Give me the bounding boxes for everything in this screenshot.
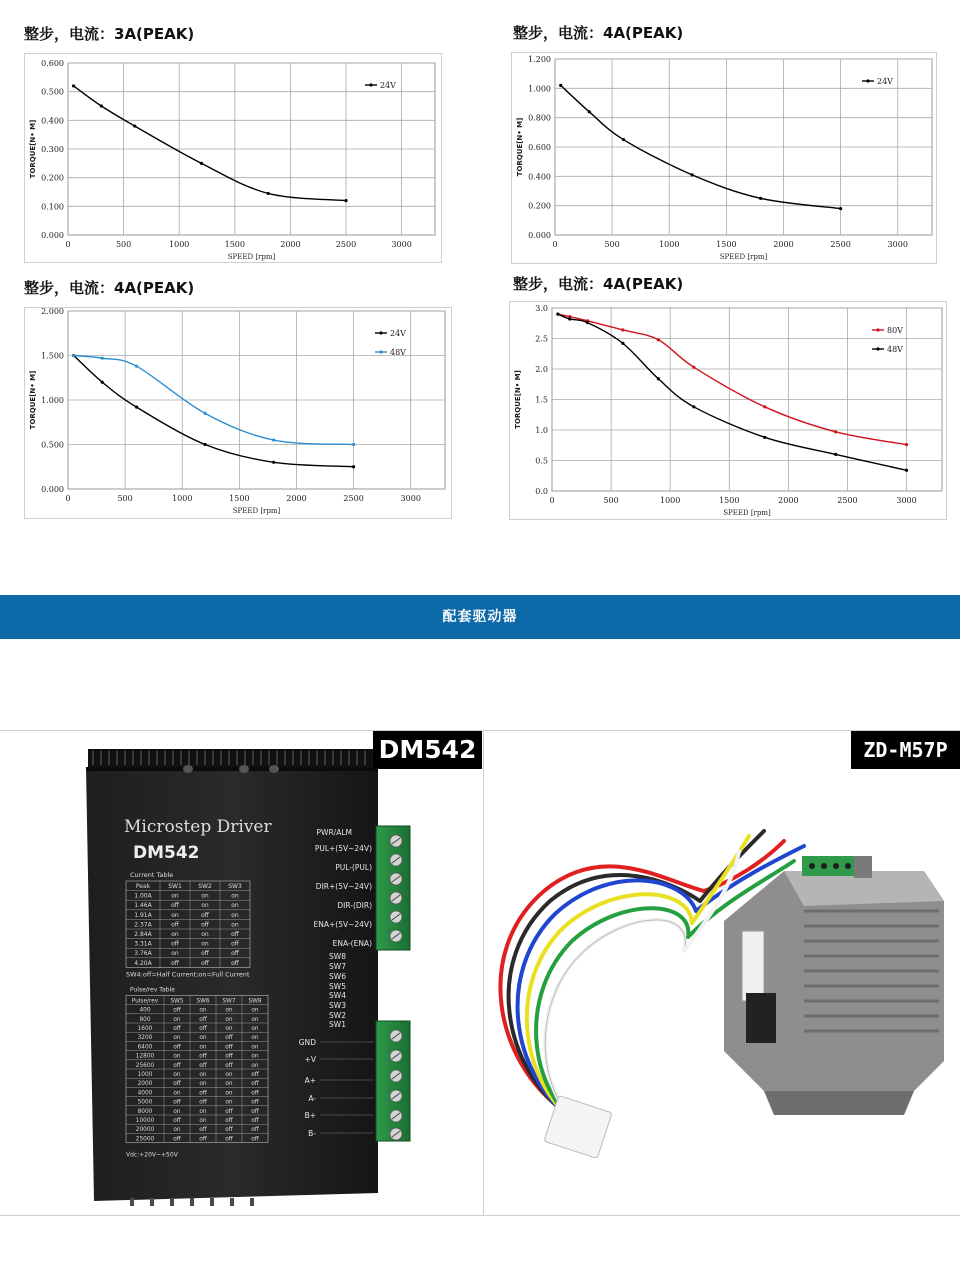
table-cell: off [225, 1118, 233, 1124]
table-cell: off [173, 1007, 181, 1014]
terminal-label: DIR-(DIR) [337, 901, 372, 910]
legend-marker [379, 350, 382, 353]
pulse-table-title: Pulse/rev Table [130, 986, 175, 994]
y-tick-label: 0.500 [41, 87, 64, 97]
data-point [657, 377, 660, 380]
switch-label: SW4 [329, 991, 346, 1000]
x-axis-label: SPEED [rpm] [723, 509, 771, 517]
current-table-title: Current Table [130, 871, 174, 879]
y-tick-label: 2.5 [535, 334, 548, 344]
dm542-driver-image [0, 731, 483, 1215]
section-banner [0, 595, 960, 639]
x-tick-label: 1500 [719, 496, 740, 505]
x-tick-label: 3000 [400, 494, 421, 503]
table-cell: on [251, 1026, 259, 1032]
table-cell: off [199, 1136, 207, 1143]
table-cell: off [251, 1118, 259, 1124]
table-cell: on [199, 1118, 207, 1124]
terminal-label: B+ [304, 1111, 316, 1120]
terminal-label: PUL-(PUL) [335, 863, 372, 872]
table-cell: on [251, 1007, 259, 1014]
chart-title-2: 整步，电流：4A(PEAK) [513, 24, 684, 42]
x-tick-label: 500 [603, 496, 619, 505]
y-tick-label: 2.000 [41, 308, 64, 316]
x-tick-label: 0 [65, 240, 71, 249]
table-cell: 10000 [135, 1118, 155, 1124]
torque-chart-1 [24, 53, 442, 263]
table-cell: on [199, 1007, 207, 1014]
banner-title: 配套驱动器 [442, 609, 518, 625]
data-point [352, 443, 355, 446]
data-point [763, 405, 766, 408]
terminal-label: +V [304, 1055, 316, 1064]
terminal-label: PWR/ALM [316, 828, 352, 837]
table-cell: off [251, 1108, 259, 1115]
table-cell: off [225, 1044, 233, 1051]
data-point [559, 84, 562, 87]
x-tick-label: 1000 [172, 494, 193, 503]
torque-chart-4-svg [510, 302, 946, 519]
table-cell: on [173, 1016, 181, 1023]
table-cell: off [225, 1035, 233, 1042]
table-cell: off [251, 1072, 259, 1078]
torque-chart-2-svg [512, 53, 936, 263]
data-point [690, 173, 693, 176]
y-tick-label: 0.000 [41, 485, 64, 494]
table-cell: 800 [139, 1016, 151, 1023]
table-cell: on [171, 931, 179, 938]
y-tick-label: 3.0 [535, 304, 548, 313]
table-cell: 3.76A [134, 950, 152, 958]
y-tick-label: 0.000 [41, 231, 64, 240]
x-tick-label: 3000 [896, 496, 917, 505]
table-cell: 3.31A [134, 940, 152, 948]
table-cell: off [199, 1016, 207, 1023]
data-point [101, 357, 104, 360]
table-cell: off [251, 1136, 259, 1143]
table-cell: on [231, 921, 239, 929]
y-tick-label: 0.400 [41, 116, 64, 126]
x-tick-label: 2000 [773, 240, 794, 249]
table-cell: on [251, 1062, 259, 1069]
table-cell: on [251, 1044, 259, 1051]
table-cell: off [251, 1090, 259, 1097]
switch-label: SW8 [329, 952, 346, 961]
table-cell: off [173, 1026, 181, 1032]
table-cell: off [251, 1081, 259, 1088]
torque-chart-2 [511, 52, 937, 264]
table-cell: 4.20A [134, 959, 152, 967]
table-cell: on [251, 1053, 259, 1060]
data-point [203, 412, 206, 415]
table-cell: on [251, 1016, 259, 1023]
data-point [834, 453, 837, 456]
table-cell: off [231, 940, 239, 948]
chart-title-3: 整步，电流：4A(PEAK) [24, 279, 195, 297]
data-point [586, 321, 589, 324]
driver-label-text: Microstep Driver [124, 817, 272, 837]
x-tick-label: 3000 [887, 240, 908, 249]
y-tick-label: 0.500 [41, 440, 64, 450]
legend-marker [369, 83, 372, 86]
table-cell: on [201, 902, 209, 910]
switch-label: SW6 [329, 972, 346, 981]
x-tick-label: 1500 [224, 240, 245, 249]
data-point [588, 110, 591, 113]
terminal-label: B- [308, 1129, 316, 1138]
data-point [72, 354, 75, 357]
torque-chart-4 [509, 301, 947, 520]
sw4-note: SW4:off=Half Current;on=Full Current [126, 970, 250, 979]
data-point [267, 192, 270, 195]
data-point [200, 162, 203, 165]
table-cell: 8000 [137, 1108, 153, 1115]
table-cell: on [201, 940, 209, 948]
table-cell: 2.84A [134, 931, 152, 938]
x-axis-label: SPEED [rpm] [227, 253, 276, 261]
legend-label: 24V [390, 329, 406, 338]
chart-title-1: 整步，电流：3A(PEAK) [24, 25, 195, 43]
table-cell: 25000 [135, 1136, 155, 1143]
chart-title-4: 整步，电流：4A(PEAK) [513, 275, 684, 293]
table-cell: SW5 [170, 998, 184, 1005]
table-cell: off [173, 1044, 181, 1051]
table-cell: off [173, 1136, 181, 1143]
table-cell: off [225, 1108, 233, 1115]
table-cell: off [173, 1118, 181, 1124]
table-cell: SW6 [196, 998, 210, 1005]
table-cell: Pulse/rev [131, 998, 159, 1005]
table-cell: on [173, 1108, 181, 1115]
table-cell: off [173, 1081, 181, 1088]
table-cell: off [225, 1053, 233, 1060]
y-tick-label: 0.5 [535, 456, 548, 466]
table-cell: on [173, 1035, 181, 1042]
driver-name-text: DM542 [133, 843, 200, 863]
table-cell: 4000 [137, 1090, 153, 1097]
x-tick-label: 2000 [286, 494, 307, 503]
terminal-label: A+ [304, 1076, 316, 1085]
data-point [834, 430, 837, 433]
legend-label: 80V [887, 326, 903, 335]
table-cell: on [225, 1081, 233, 1088]
product-row [0, 730, 960, 1216]
table-cell: on [199, 1072, 207, 1078]
legend-marker [866, 79, 869, 82]
legend-marker [379, 331, 382, 334]
table-cell: off [225, 1127, 233, 1134]
data-point [135, 365, 138, 368]
y-tick-label: 0.000 [528, 231, 551, 240]
data-point [203, 443, 206, 446]
terminal-label: ENA+(5V~24V) [313, 920, 372, 929]
terminal-label: GND [298, 1038, 316, 1047]
data-point [621, 342, 624, 345]
x-tick-label: 2500 [335, 240, 357, 249]
table-cell: 3200 [137, 1035, 153, 1042]
y-tick-label: 1.200 [528, 55, 551, 64]
x-tick-label: 500 [604, 240, 620, 249]
table-cell: on [231, 911, 239, 919]
table-cell: off [251, 1099, 259, 1106]
y-tick-label: 1.5 [535, 395, 548, 405]
data-point [100, 104, 103, 107]
switch-label: SW1 [329, 1020, 346, 1029]
y-tick-label: 0.600 [528, 143, 551, 152]
table-cell: 20000 [135, 1127, 155, 1134]
table-cell: SW7 [222, 998, 236, 1005]
data-point [272, 461, 275, 464]
x-tick-label: 0 [552, 240, 558, 249]
data-point [272, 438, 275, 441]
table-cell: off [225, 1136, 233, 1143]
table-cell: on [225, 1016, 233, 1023]
data-point [759, 197, 762, 200]
table-cell: off [231, 950, 239, 958]
x-tick-label: 2500 [830, 240, 851, 249]
y-tick-label: 0.800 [528, 113, 551, 123]
table-cell: off [173, 1099, 181, 1106]
table-cell: off [199, 1099, 207, 1106]
table-cell: 400 [139, 1007, 151, 1014]
x-tick-label: 1500 [716, 240, 737, 249]
x-tick-label: 2000 [778, 496, 799, 505]
x-tick-label: 2000 [280, 240, 301, 249]
legend-label: 48V [390, 348, 406, 357]
table-cell: off [171, 940, 179, 948]
table-cell: on [173, 1053, 181, 1060]
table-cell: 6400 [137, 1044, 153, 1051]
table-cell: on [199, 1081, 207, 1088]
x-tick-label: 1500 [229, 494, 250, 503]
y-axis-label: TORQUE[N• M] [516, 117, 524, 177]
y-tick-label: 0.200 [41, 173, 64, 183]
legend-marker [876, 347, 879, 350]
table-cell: SW8 [248, 998, 262, 1005]
data-point [839, 207, 842, 210]
y-tick-label: 1.500 [41, 351, 64, 361]
data-point [344, 199, 347, 202]
legend-label: 24V [877, 77, 893, 86]
y-tick-label: 0.100 [41, 202, 64, 212]
data-point [135, 406, 138, 409]
table-cell: off [199, 1026, 207, 1032]
table-cell: off [201, 950, 209, 958]
table-cell: 25600 [135, 1062, 155, 1069]
table-cell: on [173, 1127, 181, 1134]
table-cell: SW3 [228, 883, 242, 890]
legend-marker [876, 328, 879, 331]
y-tick-label: 0.400 [528, 172, 551, 182]
y-tick-label: 0.300 [41, 145, 64, 154]
table-cell: off [201, 921, 209, 929]
table-cell: 1600 [137, 1026, 153, 1032]
terminal-label: A- [308, 1094, 316, 1103]
table-cell: off [199, 1062, 207, 1069]
x-tick-label: 2500 [343, 494, 364, 503]
table-cell: on [199, 1044, 207, 1051]
data-point [763, 436, 766, 439]
table-cell: on [171, 911, 179, 919]
data-point [72, 84, 75, 87]
table-cell: on [231, 892, 239, 900]
table-cell: off [199, 1127, 207, 1134]
legend-label: 48V [887, 345, 903, 354]
table-cell: on [173, 1090, 181, 1097]
table-cell: off [171, 959, 179, 967]
switch-label: SW3 [329, 1001, 346, 1010]
table-cell: on [171, 950, 179, 958]
table-cell: 1.00A [134, 892, 152, 900]
terminal-label: PUL+(5V~24V) [314, 844, 372, 853]
vdc-label: Vdc:+20V~+50V [126, 1151, 178, 1159]
table-cell: 1.46A [134, 902, 152, 910]
y-tick-label: 2.0 [535, 365, 548, 374]
zd-m57p-motor-image [484, 731, 960, 1215]
x-axis-label: SPEED [rpm] [232, 507, 281, 515]
switch-label: SW5 [329, 982, 346, 991]
x-tick-label: 500 [117, 494, 133, 503]
data-point [352, 465, 355, 468]
data-point [621, 328, 624, 331]
torque-chart-1-svg [25, 54, 441, 262]
x-tick-label: 0 [65, 494, 71, 503]
table-cell: 12800 [135, 1053, 155, 1060]
y-tick-label: 1.000 [41, 396, 64, 405]
x-tick-label: 1000 [169, 240, 190, 249]
table-cell: off [171, 921, 179, 929]
table-cell: Peak [135, 883, 151, 890]
data-point [133, 124, 136, 127]
table-cell: off [171, 902, 179, 910]
table-cell: 2000 [137, 1081, 153, 1088]
data-point [692, 405, 695, 408]
table-cell: on [199, 1108, 207, 1115]
torque-chart-3 [24, 307, 452, 519]
y-tick-label: 0.600 [41, 59, 64, 68]
model-tag-zd-m57p: ZD-M57P [851, 731, 960, 769]
data-point [556, 313, 559, 316]
table-cell: off [201, 911, 209, 919]
table-cell: off [251, 1127, 259, 1134]
y-axis-label: TORQUE[N• M] [29, 119, 37, 179]
y-tick-label: 0.0 [535, 487, 548, 496]
table-cell: off [231, 959, 239, 967]
x-axis-label: SPEED [rpm] [719, 253, 768, 261]
table-cell: off [231, 931, 239, 938]
x-tick-label: 0 [549, 496, 555, 505]
data-point [905, 443, 908, 446]
terminal-label: DIR+(5V~24V) [315, 882, 372, 891]
table-cell: on [231, 902, 239, 910]
y-tick-label: 1.000 [528, 84, 551, 94]
table-cell: off [173, 1062, 181, 1069]
table-cell: on [171, 892, 179, 900]
table-cell: on [225, 1072, 233, 1078]
table-cell: off [201, 959, 209, 967]
data-point [905, 469, 908, 472]
table-cell: 1000 [137, 1072, 153, 1078]
table-cell: on [225, 1026, 233, 1032]
data-point [568, 317, 571, 320]
data-point [657, 338, 660, 341]
table-cell: on [201, 931, 209, 938]
y-axis-label: TORQUE[N• M] [29, 370, 37, 430]
table-cell: off [199, 1053, 207, 1060]
x-tick-label: 500 [115, 240, 132, 249]
table-cell: 2.37A [134, 921, 152, 929]
table-cell: SW1 [168, 883, 182, 890]
table-cell: on [201, 892, 209, 900]
table-cell: off [199, 1090, 207, 1097]
x-tick-label: 1000 [660, 496, 681, 505]
table-cell: 5000 [137, 1099, 153, 1106]
switch-label: SW2 [329, 1011, 346, 1020]
model-tag-dm542: DM542 [373, 731, 482, 769]
x-tick-label: 1000 [659, 240, 680, 249]
table-cell: SW2 [198, 883, 212, 890]
y-tick-label: 0.200 [528, 201, 551, 211]
y-tick-label: 1.0 [535, 426, 548, 435]
y-axis-label: TORQUE[N• M] [514, 370, 522, 429]
table-cell: on [199, 1035, 207, 1042]
data-point [692, 366, 695, 369]
data-point [101, 381, 104, 384]
table-cell: 1.91A [134, 911, 152, 919]
legend-label: 24V [380, 81, 396, 90]
x-tick-label: 3000 [391, 240, 412, 249]
table-cell: on [225, 1090, 233, 1097]
table-cell: on [173, 1072, 181, 1078]
table-cell: on [251, 1035, 259, 1042]
table-cell: on [225, 1007, 233, 1014]
switch-label: SW7 [329, 962, 346, 971]
table-cell: on [225, 1099, 233, 1106]
table-cell: off [225, 1062, 233, 1069]
torque-chart-3-svg [25, 308, 451, 518]
x-tick-label: 2500 [837, 496, 858, 505]
terminal-label: ENA-(ENA) [332, 939, 372, 948]
data-point [622, 138, 625, 141]
